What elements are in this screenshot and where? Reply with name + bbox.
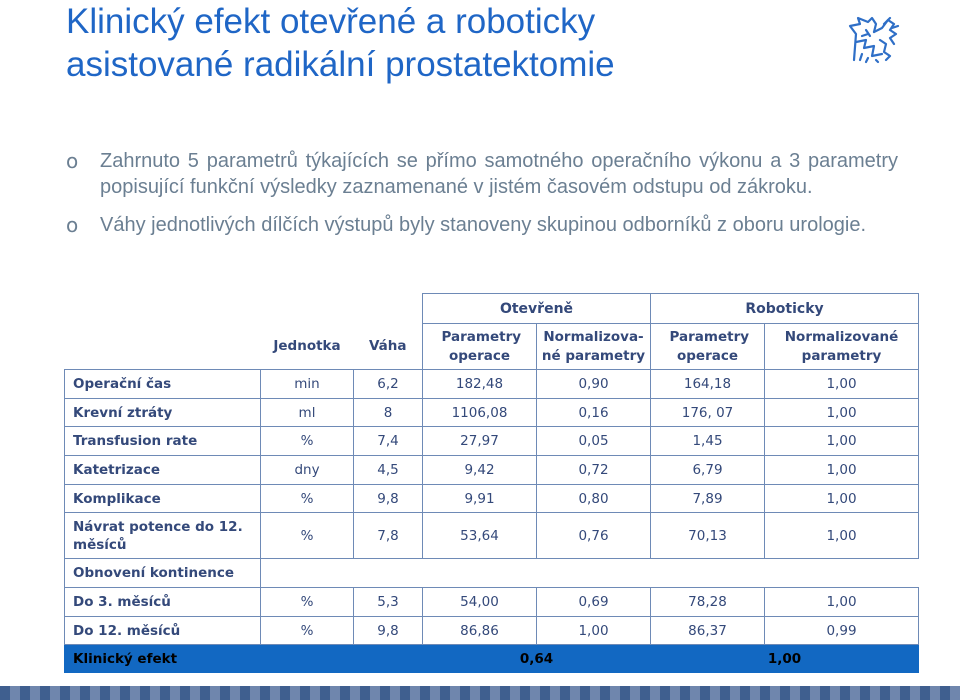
cell-robotic-norm: 0,99: [765, 617, 919, 645]
cell-open-norm: 0,90: [537, 370, 651, 399]
cell-weight: 5,3: [354, 588, 423, 617]
slide-title-line-1: Klinický efekt otevřené a roboticky: [66, 2, 596, 41]
col-header-open-norm-line-2: né parametry: [541, 347, 646, 364]
cell-robotic-param: 164,18: [651, 370, 765, 399]
table-row: [65, 399, 919, 427]
row-label-line-2: měsíců: [73, 536, 127, 553]
cell-weight: 9,8: [354, 485, 423, 513]
column-header-row: [65, 324, 919, 370]
row-label: Komplikace: [65, 485, 261, 513]
cell-robotic-norm: 1,00: [765, 456, 919, 485]
row-label: [65, 513, 261, 559]
cell-unit: %: [261, 617, 354, 645]
col-header-weight: Váha: [368, 337, 407, 354]
section-label-continence: Obnovení kontinence: [65, 559, 261, 588]
col-header-robotic-params: [651, 324, 765, 370]
row-label: Katetrizace: [65, 456, 261, 485]
footer-stripe-bar: [0, 686, 960, 700]
cvut-lion-logo-icon: [846, 14, 900, 64]
cell-open-norm: 1,00: [537, 617, 651, 645]
cell-open-param: 53,64: [423, 513, 537, 559]
table-row: [65, 588, 919, 617]
cell-robotic-norm: 1,00: [765, 370, 919, 399]
cell-robotic-param: 1,45: [651, 427, 765, 456]
group-header-robotic: Roboticky: [651, 294, 919, 324]
total-row: [65, 645, 919, 673]
clinical-effect-table: [64, 293, 919, 673]
section-header-row: [65, 559, 919, 588]
cell-robotic-norm: 1,00: [765, 399, 919, 427]
cell-weight: 4,5: [354, 456, 423, 485]
table-row: [65, 617, 919, 645]
cell-open-norm: 0,80: [537, 485, 651, 513]
bullet-marker: o: [66, 213, 79, 237]
bullet-marker: o: [66, 149, 79, 173]
table-row: [65, 485, 919, 513]
cell-open-norm: 0,16: [537, 399, 651, 427]
cell-unit: %: [261, 427, 354, 456]
cell-open-param: 9,91: [423, 485, 537, 513]
empty-cell: [65, 324, 261, 370]
total-robotic-value: 1,00: [651, 645, 919, 673]
cell-robotic-norm: 1,00: [765, 427, 919, 456]
slide-title: [66, 0, 866, 86]
table-row: [65, 513, 919, 559]
col-header-robotic-norm: [765, 324, 919, 370]
cell-weight: 7,4: [354, 427, 423, 456]
cell-robotic-norm: 1,00: [765, 485, 919, 513]
cell-weight: 7,8: [354, 513, 423, 559]
row-label: Transfusion rate: [65, 427, 261, 456]
table-row: [65, 427, 919, 456]
cell-open-norm: 0,72: [537, 456, 651, 485]
col-header-open-params-text: Parametry operace: [441, 328, 522, 364]
cell-weight: 9,8: [354, 617, 423, 645]
cell-open-param: 1106,08: [423, 399, 537, 427]
cell-unit: %: [261, 485, 354, 513]
cell-open-param: 27,97: [423, 427, 537, 456]
row-label-line-1: Návrat potence do 12.: [73, 518, 243, 535]
cell-open-norm: 0,76: [537, 513, 651, 559]
cell-robotic-param: 176, 07: [651, 399, 765, 427]
cell-open-norm: 0,69: [537, 588, 651, 617]
col-header-open-params: [423, 324, 537, 370]
cell-open-param: 86,86: [423, 617, 537, 645]
cell-unit: min: [261, 370, 354, 399]
group-header-row: [65, 294, 919, 324]
cell-weight: 8: [354, 399, 423, 427]
cell-robotic-param: 6,79: [651, 456, 765, 485]
row-label: Krevní ztráty: [65, 399, 261, 427]
group-header-open: Otevřeně: [423, 294, 651, 324]
cell-robotic-param: 78,28: [651, 588, 765, 617]
bullet-list: [66, 148, 898, 238]
cell-unit: %: [261, 513, 354, 559]
cell-open-param: 9,42: [423, 456, 537, 485]
cell-robotic-norm: 1,00: [765, 588, 919, 617]
bullet-item: [66, 148, 898, 200]
col-header-robotic-norm-text: Normalizované parametry: [784, 328, 899, 364]
cell-robotic-param: 86,37: [651, 617, 765, 645]
row-label: Operační čas: [65, 370, 261, 399]
col-header-robotic-params-text: Parametry operace: [669, 328, 750, 364]
table-row: [65, 370, 919, 399]
empty-cell: [65, 294, 423, 324]
slide-title-line-2: asistované radikální prostatektomie: [66, 45, 615, 84]
cell-weight: 6,2: [354, 370, 423, 399]
table-row: [65, 456, 919, 485]
col-header-open-norm-line-1: Normalizova-: [543, 328, 644, 345]
cell-unit: %: [261, 588, 354, 617]
bullet-text: Zahrnuto 5 parametrů týkajících se přímo samotného operačního výkonu a 3 parametry popisující funkční výsledky zaznamenané v jistém časovém odstupu od zákroku.: [100, 150, 898, 198]
col-header-unit: Jednotka: [273, 337, 341, 354]
total-open-value: 0,64: [423, 645, 651, 673]
total-label: Klinický efekt: [65, 645, 423, 673]
row-label: Do 12. měsíců: [65, 617, 261, 645]
row-label: Do 3. měsíců: [65, 588, 261, 617]
empty-cell: [261, 559, 919, 588]
cell-robotic-param: 70,13: [651, 513, 765, 559]
bullet-item: [66, 212, 898, 238]
cell-open-param: 182,48: [423, 370, 537, 399]
cell-open-norm: 0,05: [537, 427, 651, 456]
cell-unit: ml: [261, 399, 354, 427]
col-header-open-norm: [537, 324, 651, 370]
cell-robotic-norm: 1,00: [765, 513, 919, 559]
cell-robotic-param: 7,89: [651, 485, 765, 513]
bullet-text: Váhy jednotlivých dílčích výstupů byly stanoveny skupinou odborníků z oboru urologie.: [100, 214, 867, 236]
cell-unit: dny: [261, 456, 354, 485]
cell-open-param: 54,00: [423, 588, 537, 617]
